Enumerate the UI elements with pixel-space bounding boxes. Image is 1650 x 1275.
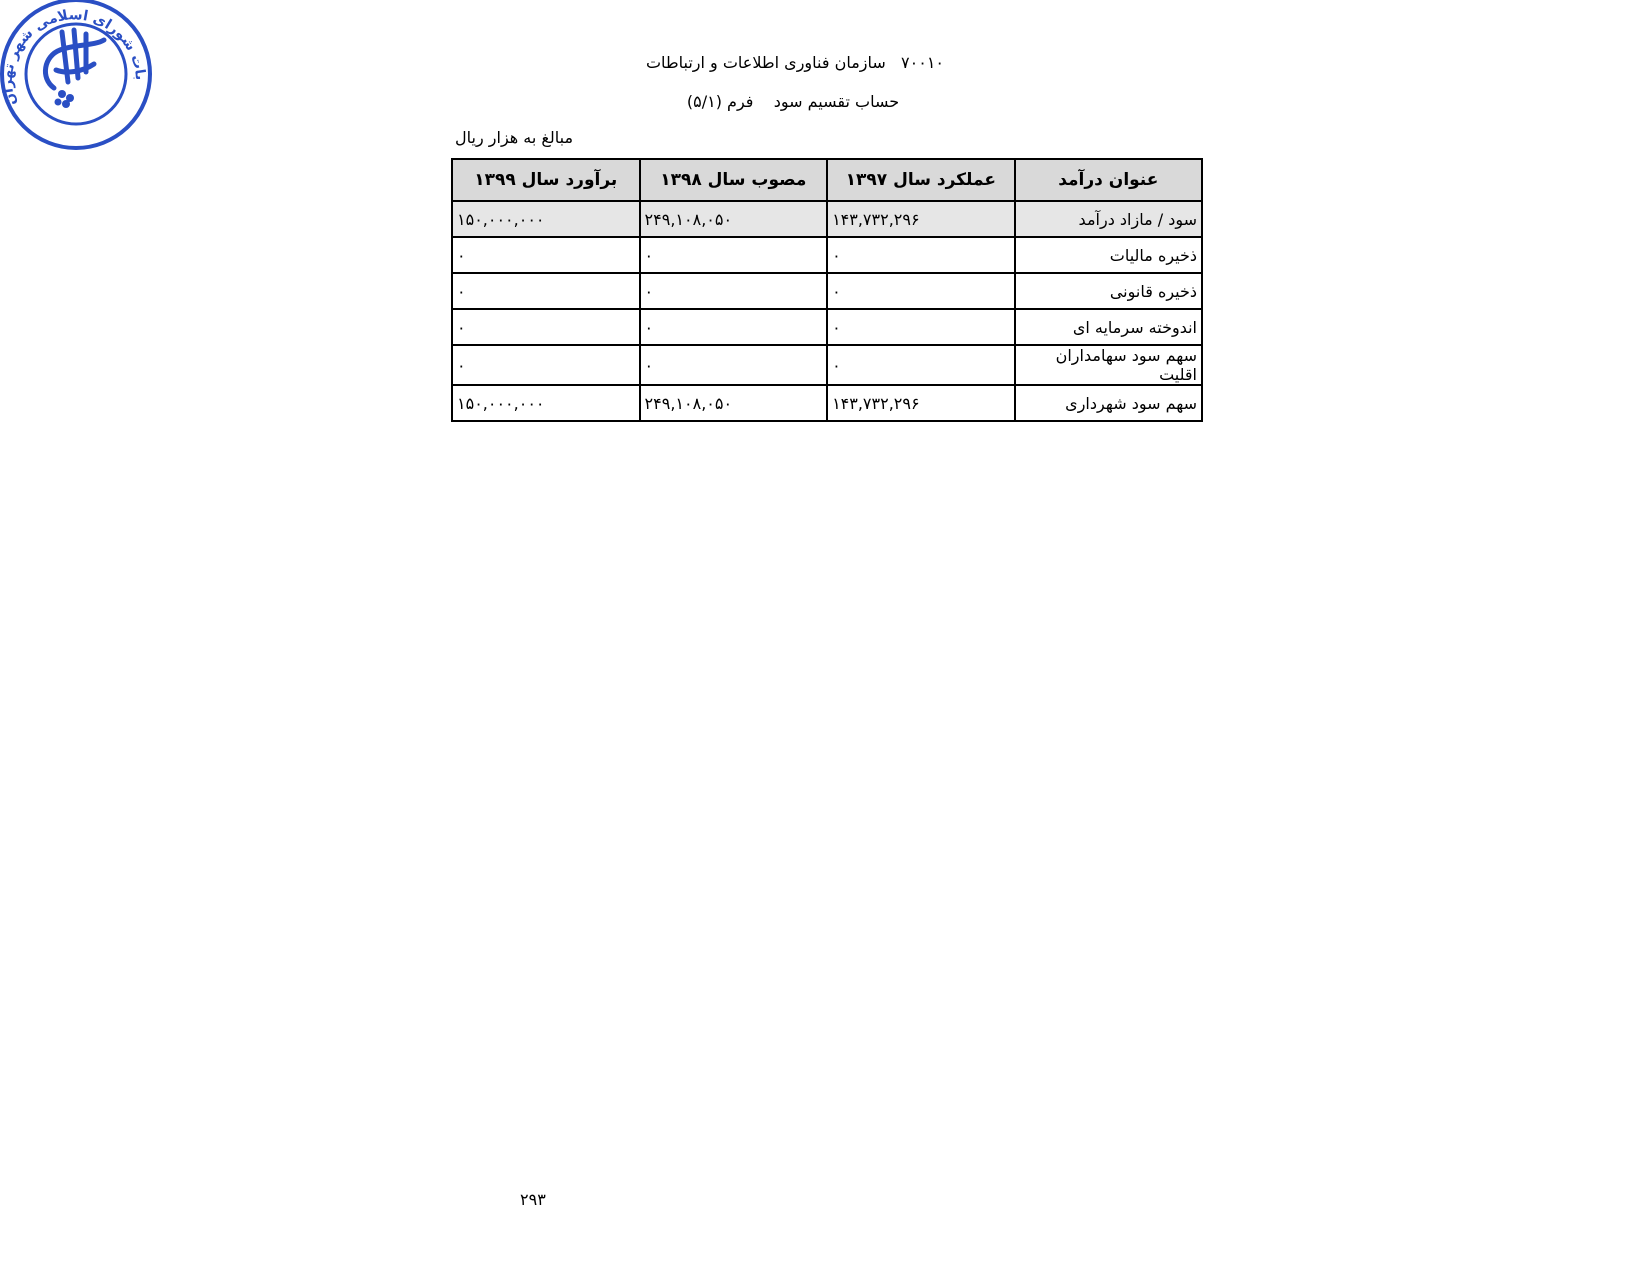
cell-1398: ۲۴۹,۱۰۸,۰۵۰ [640, 385, 828, 421]
cell-1397: ۰ [827, 345, 1015, 385]
unit-note: مبالغ به هزار ریال [455, 128, 574, 147]
column-header-1397: عملکرد سال ۱۳۹۷ [827, 159, 1015, 201]
cell-1399: ۰ [452, 237, 640, 273]
table-row [452, 201, 1202, 237]
row-label: سهم سود سهامداران اقلیت [1015, 345, 1202, 385]
cell-1397: ۰ [827, 273, 1015, 309]
cell-1398: ۰ [640, 345, 828, 385]
svg-text:مصوبات شورای اسلامی شهر تهران: بات شورای اسلامی شهر تهران [0, 7, 149, 108]
column-header-1398: مصوب سال ۱۳۹۸ [640, 159, 828, 201]
page-number: ۲۹۳ [520, 1190, 546, 1209]
table-row [452, 385, 1202, 421]
cell-1399: ۰ [452, 309, 640, 345]
cell-1399: ۰ [452, 345, 640, 385]
profit-distribution-table [451, 158, 1203, 422]
cell-1398: ۰ [640, 273, 828, 309]
table-row [452, 345, 1202, 385]
column-header-1399: برآورد سال ۱۳۹۹ [452, 159, 640, 201]
cell-1397: ۰ [827, 309, 1015, 345]
table-row [452, 237, 1202, 273]
row-label: اندوخته سرمایه ای [1015, 309, 1202, 345]
row-label: ذخیره قانونی [1015, 273, 1202, 309]
table-header-row [452, 159, 1202, 201]
cell-1399: ۱۵۰,۰۰۰,۰۰۰ [452, 385, 640, 421]
column-header-income-title: عنوان درآمد [1015, 159, 1202, 201]
form-title: حساب تقسیم سود فرم (۵/۱) [686, 92, 900, 111]
table-row [452, 273, 1202, 309]
cell-1398: ۰ [640, 309, 828, 345]
council-seal-icon [0, 0, 156, 158]
row-label: ذخیره مالیات [1015, 237, 1202, 273]
table-row [452, 309, 1202, 345]
cell-1397: ۱۴۳,۷۳۲,۲۹۶ [827, 385, 1015, 421]
cell-1398: ۲۴۹,۱۰۸,۰۵۰ [640, 201, 828, 237]
cell-1397: ۱۴۳,۷۳۲,۲۹۶ [827, 201, 1015, 237]
cell-1398: ۰ [640, 237, 828, 273]
cell-1397: ۰ [827, 237, 1015, 273]
row-label: سهم سود شهرداری [1015, 385, 1202, 421]
row-label: سود / مازاد درآمد [1015, 201, 1202, 237]
cell-1399: ۱۵۰,۰۰۰,۰۰۰ [452, 201, 640, 237]
cell-1399: ۰ [452, 273, 640, 309]
organization-title: ۷۰۰۱۰ سازمان فناوری اطلاعات و ارتباطات [645, 53, 945, 72]
